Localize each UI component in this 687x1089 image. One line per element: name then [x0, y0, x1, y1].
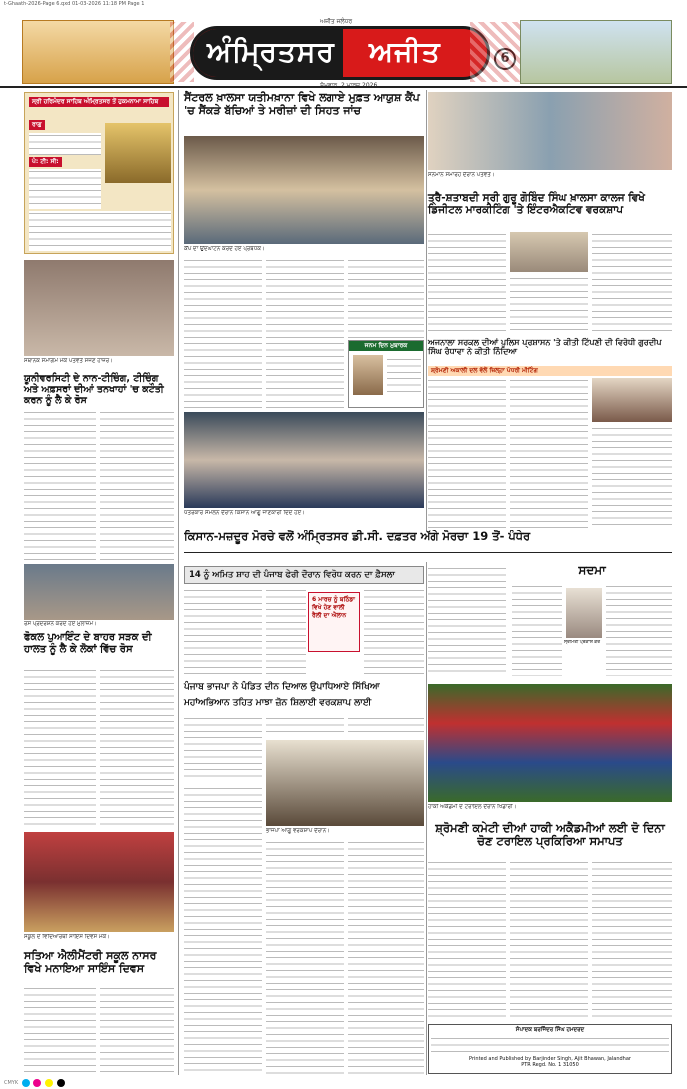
- commentary-text: [29, 169, 101, 209]
- hukamnama-box: [24, 92, 174, 254]
- workshop-text-col2: [510, 276, 588, 332]
- science-day-photo: [24, 832, 174, 932]
- bjp-text-col3: [348, 716, 424, 736]
- story-salary-text-col2: [100, 410, 174, 560]
- title-part1: ਅੰਮ੍ਰਿਤਸਰ: [207, 35, 335, 68]
- morcha-text-col4: [428, 566, 506, 672]
- bjp-workshop-caption: ਭਾਜਪਾ ਆਗੂ ਵਰਕਸ਼ਾਪ ਦੌਰਾਨ।: [266, 828, 330, 834]
- birthday-box: [348, 340, 424, 408]
- workshop-text-col1: [428, 232, 506, 332]
- meeting-photo: [24, 260, 174, 356]
- monument-image: [520, 20, 672, 84]
- edition-label: ਅਜੀਤ ਜਲੰਧਰ: [320, 18, 353, 25]
- bjp-text-col1: [184, 716, 262, 782]
- bjp-text-col2b: [266, 840, 344, 1076]
- print-registration-bar: [0, 1077, 687, 1089]
- cmyk-label: CMYK: [4, 1080, 19, 1086]
- hockey-text-col1: [428, 860, 506, 1020]
- masthead-rule: [0, 86, 687, 88]
- bjp-text-col3b: [348, 840, 424, 1076]
- title-part2: ਅਜੀਤ: [369, 35, 441, 68]
- newspaper-title: [190, 26, 490, 80]
- bjp-text-col2: [266, 716, 344, 736]
- lead-story-text-col3: [348, 258, 424, 338]
- press-conference-caption: ਪੱਤਰਕਾਰ ਸੰਮੇਲਨ ਦੌਰਾਨ ਕਿਸਾਨ ਆਗੂ ਜਾਣਕਾਰੀ ਦਿੰਦੇ ਹੋਏ।: [184, 510, 305, 516]
- slug-line: t-Ghaath-2026-Page 6.qxd 01-03-2026 11:18 PM Page 1: [4, 1, 145, 7]
- bjp-story-headline: ਪੰਜਾਬ ਭਾਜਪਾ ਨੇ ਪੰਡਿਤ ਦੀਨ ਦਿਆਲ ਉਪਾਧਿਆਏ ਸਿੱਖਿਆ: [184, 682, 380, 692]
- press-conference-photo: [184, 412, 424, 508]
- science-day-caption: ਸਕੂਲ ਦੇ ਵਿਦਿਆਰਥੀ ਸਾਇੰਸ ਦਿਵਸ ਮੌਕੇ।: [24, 934, 110, 940]
- imprint-text: [431, 1036, 669, 1054]
- hockey-text-col2: [510, 860, 588, 1020]
- birthday-text: [387, 357, 421, 393]
- imprint-title: ਸੰਪਾਦਕ ਬਰਜਿੰਦਰ ਸਿੰਘ ਹਮਦਰਦ: [515, 1027, 585, 1033]
- workshop-headline: ਤ੍ਰੈ-ਸ਼ਤਾਬਦੀ ਸ੍ਰੀ ਗੁਰੂ ਗੋਬਿੰਦ ਸਿੰਘ ਖ਼ਾਲਸਾ ਕਾਲਜ ਵਿਖੇ ਡਿਜੀਟਲ ਮਾਰਕੀਟਿੰਗ 'ਤੇ ਇੰਟਰਐਕਟਿਵ ਵਰਕਸ਼ਾਪ: [428, 192, 645, 217]
- story-road-text-col1: [24, 668, 96, 828]
- morcha-text-col3: [364, 588, 424, 678]
- lead-story-headline: ਸੈਂਟਰਲ ਖ਼ਾਲਸਾ ਯਤੀਮਖ਼ਾਨਾ ਵਿਖੇ ਲਗਾਏ ਮੁਫ਼ਤ ਆਯੁਸ਼ ਕੈਂਪ 'ਚ ਸੈਂਕੜੇ ਬੱਚਿਆਂ ਤੇ ਮਰੀਜ਼ਾਂ ਦੀ ਸਿਹਤ ਜਾਂਚ: [184, 91, 420, 117]
- masthead: [0, 8, 687, 86]
- column-divider: [426, 90, 427, 530]
- hukamnama-text: [29, 133, 101, 155]
- hockey-trials-caption: ਹਾਕੀ ਅਕੈਡਮੀ ਦੇ ਟਰਾਇਲ ਦੌਰਾਨ ਖਿਡਾਰੀ।: [428, 804, 517, 810]
- morcha-text-col1: [184, 588, 262, 678]
- story-science-text-col2: [100, 986, 174, 1072]
- obituary-caption: ਸ੍ਰੀਮਤੀ ਪ੍ਰਕਾਸ਼ ਕੌਰ: [564, 640, 601, 645]
- criticism-text-col2: [510, 378, 588, 528]
- golden-temple-photo: [105, 123, 171, 183]
- kisan-morcha-headline: ਕਿਸਾਨ-ਮਜ਼ਦੂਰ ਮੋਰਚੇ ਵਲੋਂ ਅੰਮ੍ਰਿਤਸਰ ਡੀ.ਸੀ. ਦਫ਼ਤਰ ਅੱਗੇ ਮੋਰਚਾ 19 ਤੋਂ- ਪੰਧੇਰ: [184, 530, 531, 543]
- bjp-text-col1b: [184, 786, 262, 1076]
- workshop-photo: [510, 232, 588, 272]
- criticism-text-col3: [592, 426, 672, 528]
- rally-callout: 6 ਮਾਰਚ ਨੂੰ ਬਠਿੰਡਾ ਵਿਖੇ ਹੋਣ ਵਾਲੀ ਰੈਲੀ ਦਾ ਐਲਾਨ: [308, 592, 360, 652]
- story-science-text-col1: [24, 986, 96, 1072]
- hukamnama-footer-text: [29, 211, 171, 251]
- page-number: 6: [494, 48, 516, 70]
- story-science-headline: ਸਤਿਆ ਐਲੀਮੈਂਟਰੀ ਸਕੂਲ ਨਾਸਰ ਵਿਖੇ ਮਨਾਇਆ ਸਾਇੰਸ ਦਿਵਸ: [24, 949, 157, 975]
- felicitation-photo: [428, 92, 672, 170]
- obituary-text-col1: [512, 584, 562, 676]
- commentary-label: ਪੰ: ਟੀ: ਸੀ:: [29, 157, 62, 167]
- bjp-story-subheadline: ਮਹਾਂਅਭਿਆਨ ਤਹਿਤ ਮਾਝਾ ਜ਼ੋਨ ਸ਼ਿਲਾਈ ਵਰਕਸ਼ਾਪ ਲਾਈ: [184, 698, 372, 708]
- child-photo: [353, 355, 383, 395]
- felicitation-caption: ਸਨਮਾਨ ਸਮਾਰੋਹ ਦੌਰਾਨ ਪਤਵੰਤੇ।: [428, 172, 495, 178]
- story-salary-headline: ਯੂਨੀਵਰਸਿਟੀ ਦੇ ਨਾਨ-ਟੀਚਿੰਗ, ਟੀਚਿੰਗ ਅਤੇ ਅਫ਼ਸਰਾਂ ਦੀਆਂ ਤਨਖਾਹਾਂ 'ਚ ਕਟੌਤੀ ਕਰਨ ਨੂੰ ਲੈ ਕੇ ਰੋਸ: [24, 373, 164, 406]
- amit-shah-subhead: 14 ਨੂੰ ਅਮਿਤ ਸ਼ਾਹ ਦੀ ਪੰਜਾਬ ਫੇਰੀ ਦੌਰਾਨ ਵਿਰੋਧ ਕਰਨ ਦਾ ਫ਼ੈਸਲਾ: [184, 566, 424, 584]
- cyan-swatch-icon: [22, 1079, 30, 1087]
- imprint-phone: PTR Regd. No. 1 31050: [521, 1062, 579, 1068]
- story-road-headline: ਫੋਕਲ ਪੁਆਇੰਟ ਦੇ ਬਾਹਰ ਸੜਕ ਦੀ ਹਾਲਤ ਨੂੰ ਲੈ ਕੇ ਲੋਕਾਂ ਵਿੱਚ ਰੋਸ: [24, 632, 152, 655]
- protest-photo: [24, 564, 174, 620]
- golden-temple-image: [22, 20, 174, 84]
- birthday-title: ਜਨਮ ਦਿਨ ਮੁਬਾਰਕ: [349, 341, 423, 351]
- imprint-line: Printed and Published by Barjinder Singh, Ajit Bhawan, Jalandhar: [469, 1056, 631, 1062]
- obituary-photo: [566, 588, 602, 638]
- column-divider: [426, 562, 427, 1075]
- black-swatch-icon: [57, 1079, 65, 1087]
- banner-rule: [184, 552, 672, 553]
- criticism-text-col1: [428, 378, 506, 528]
- morcha-text-col2: [266, 588, 306, 678]
- protest-caption: ਰੋਸ ਪ੍ਰਦਰਸ਼ਨ ਕਰਦੇ ਹੋਏ ਮੁਲਾਜ਼ਮ।: [24, 621, 97, 627]
- leader-photo: [592, 378, 672, 422]
- workshop-text-col3: [592, 232, 672, 332]
- bjp-workshop-photo: [266, 740, 424, 826]
- ayush-camp-photo: [184, 136, 424, 244]
- pattern-decoration: [470, 22, 520, 82]
- column-divider: [178, 90, 179, 1075]
- meeting-caption: ਸਥਾਨਕ ਸਮਾਗਮ ਮੌਕੇ ਪਤਵੰਤੇ ਸਜਣ ਹਾਜ਼ਰ।: [24, 358, 113, 364]
- criticism-headline: ਅਜਨਾਲਾ ਸਰਕਲ ਦੀਆਂ ਪੁਲਿਸ ਪ੍ਰਸ਼ਾਸਨ 'ਤੇ ਕੀਤੀ ਟਿੱਪਣੀ ਦੀ ਵਿਰੋਧੀ ਗੁਰਦੀਪ ਸਿੰਘ ਰੰਧਾਵਾ ਨੇ ਕੀਤੀ ਨਿੰਦਿਆ: [428, 338, 662, 357]
- criticism-strip: ਸ਼੍ਰੋਮਣੀ ਅਕਾਲੀ ਦਲ ਵੱਲੋਂ ਜ਼ਿਲ੍ਹਾ ਪੱਧਰੀ ਮੀਟਿੰਗ: [428, 366, 672, 376]
- hukamnama-title: ਸ੍ਰੀ ਹਰਿਮੰਦਰ ਸਾਹਿਬ ਅੰਮ੍ਰਿਤਸਰ ਤੋਂ ਹੁਕਮਨਾਮਾ ਸਾਹਿਬ: [29, 97, 169, 107]
- hockey-headline: ਸ਼੍ਰੋਮਣੀ ਕਮੇਟੀ ਦੀਆਂ ਹਾਕੀ ਅਕੈਡਮੀਆਂ ਲਈ ਦੋ ਦਿਨਾ ਚੋਣ ਟਰਾਇਲ ਪ੍ਰਕਿਰਿਆ ਸਮਾਪਤ: [435, 821, 665, 849]
- lead-story-text-col2: [266, 258, 344, 408]
- lead-story-text-col1: [184, 258, 262, 408]
- obituary-text-col2: [606, 584, 672, 676]
- yellow-swatch-icon: [45, 1079, 53, 1087]
- raag-label: ਰਾਗੁ: [29, 120, 45, 130]
- hockey-trials-photo: [428, 684, 672, 802]
- hockey-text-col3: [592, 860, 672, 1020]
- imprint-box: [428, 1024, 672, 1074]
- story-salary-text-col1: [24, 410, 96, 560]
- story-road-text-col2: [100, 668, 174, 828]
- magenta-swatch-icon: [33, 1079, 41, 1087]
- ayush-camp-caption: ਕੈਂਪ ਦਾ ਉਦਘਾਟਨ ਕਰਦੇ ਹੋਏ ਪ੍ਰਬੰਧਕ।: [184, 246, 265, 252]
- obituary-headline: ਸਦਮਾ: [578, 563, 606, 577]
